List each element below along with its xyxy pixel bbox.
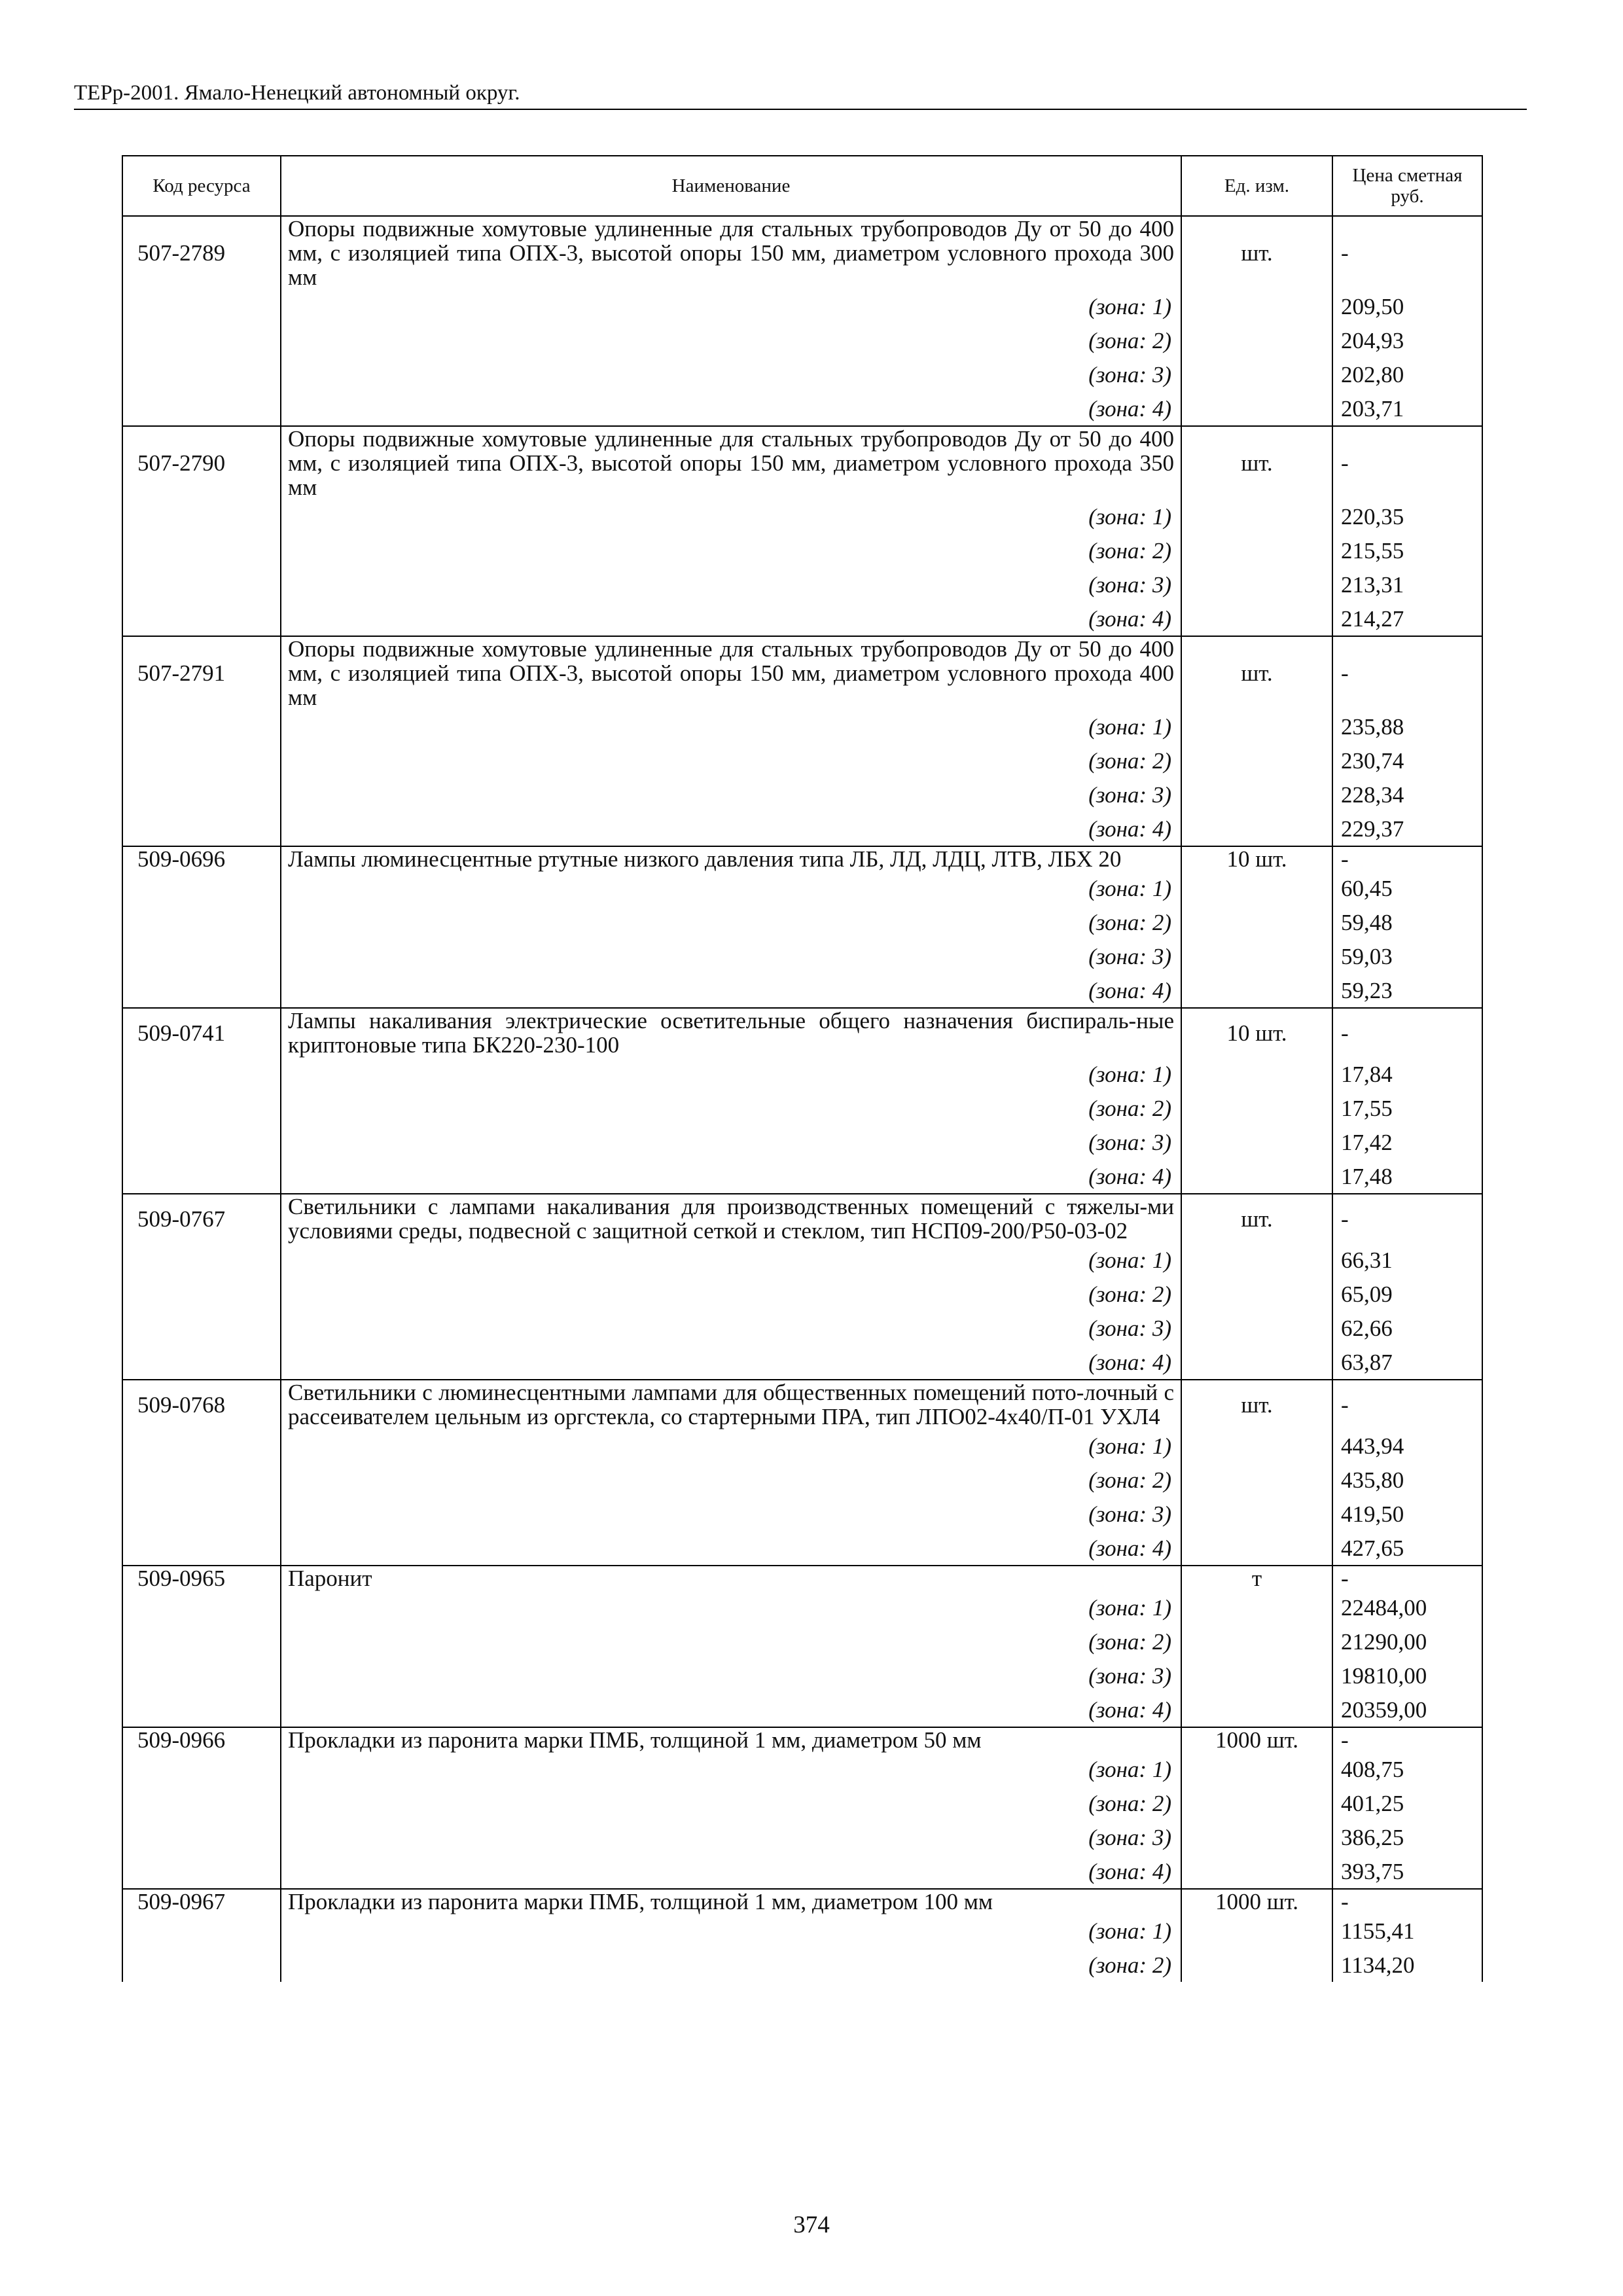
zone-price: 427,65 <box>1332 1531 1482 1566</box>
zone-label: (зона: 3) <box>281 1659 1181 1693</box>
zone-row <box>122 499 1482 533</box>
resource-name: Паронит <box>281 1566 1181 1590</box>
zone-price: 213,31 <box>1332 567 1482 601</box>
zone-label: (зона: 1) <box>281 499 1181 533</box>
zone-row <box>122 533 1482 567</box>
resource-price: - <box>1332 1008 1482 1057</box>
empty-cell <box>1181 391 1332 426</box>
resource-price: - <box>1332 216 1482 289</box>
empty-cell <box>122 1243 281 1277</box>
empty-cell <box>122 533 281 567</box>
resource-price-table <box>122 155 1483 1982</box>
table-row <box>122 1008 1482 1057</box>
empty-cell <box>1181 1159 1332 1194</box>
zone-row <box>122 1311 1482 1345</box>
resource-price: - <box>1332 426 1482 499</box>
empty-cell <box>122 709 281 744</box>
zone-row <box>122 1693 1482 1727</box>
empty-cell <box>1181 1277 1332 1311</box>
empty-cell <box>122 1057 281 1091</box>
empty-cell <box>122 1429 281 1463</box>
zone-label: (зона: 4) <box>281 1345 1181 1380</box>
empty-cell <box>1181 1948 1332 1982</box>
empty-cell <box>122 1752 281 1786</box>
zone-price: 443,94 <box>1332 1429 1482 1463</box>
zone-price: 203,71 <box>1332 391 1482 426</box>
zone-price: 1155,41 <box>1332 1914 1482 1948</box>
table-header-row <box>122 156 1482 216</box>
zone-row <box>122 1091 1482 1125</box>
resource-price: - <box>1332 846 1482 871</box>
zone-price: 401,25 <box>1332 1786 1482 1820</box>
table-row <box>122 1194 1482 1243</box>
resource-code: 507-2790 <box>122 426 281 499</box>
zone-label: (зона: 3) <box>281 1125 1181 1159</box>
zone-row <box>122 289 1482 323</box>
zone-price: 17,42 <box>1332 1125 1482 1159</box>
zone-row <box>122 812 1482 846</box>
empty-cell <box>1181 1429 1332 1463</box>
zone-label: (зона: 2) <box>281 744 1181 778</box>
zone-label: (зона: 1) <box>281 871 1181 905</box>
zone-price: 235,88 <box>1332 709 1482 744</box>
zone-label: (зона: 4) <box>281 601 1181 636</box>
zone-price: 202,80 <box>1332 357 1482 391</box>
zone-price: 435,80 <box>1332 1463 1482 1497</box>
zone-label: (зона: 1) <box>281 1057 1181 1091</box>
empty-cell <box>122 601 281 636</box>
resource-unit: шт. <box>1181 1194 1332 1243</box>
empty-cell <box>1181 1624 1332 1659</box>
zone-row <box>122 1854 1482 1889</box>
page-number: 374 <box>793 2212 830 2238</box>
zone-row <box>122 973 1482 1008</box>
empty-cell <box>1181 939 1332 973</box>
column-header-unit: Ед. изм. <box>1181 156 1332 216</box>
resource-name: Опоры подвижные хомутовые удлиненные для стальных трубопроводов Ду от 50 до 400 мм, с изоляцией типа ОПХ-3, высотой опоры 150 мм, диаметром условного прохода 300 мм <box>281 216 1181 289</box>
zone-price: 65,09 <box>1332 1277 1482 1311</box>
zone-price: 228,34 <box>1332 778 1482 812</box>
resource-name: Светильники с лампами накаливания для производственных помещений с тяжелы-ми условиями среды, подвесной с защитной сеткой и стеклом, тип НСП09-200/Р50-03-02 <box>281 1194 1181 1243</box>
empty-cell <box>1181 1057 1332 1091</box>
zone-label: (зона: 2) <box>281 323 1181 357</box>
table-row <box>122 216 1482 289</box>
zone-row <box>122 1820 1482 1854</box>
empty-cell <box>122 1311 281 1345</box>
table-row <box>122 1380 1482 1429</box>
resource-unit: шт. <box>1181 426 1332 499</box>
zone-price: 1134,20 <box>1332 1948 1482 1982</box>
empty-cell <box>122 973 281 1008</box>
zone-price: 229,37 <box>1332 812 1482 846</box>
zone-row <box>122 1277 1482 1311</box>
zone-price: 419,50 <box>1332 1497 1482 1531</box>
empty-cell <box>1181 1311 1332 1345</box>
resource-name: Лампы люминесцентные ртутные низкого давления типа ЛБ, ЛД, ЛДЦ, ЛТВ, ЛБХ 20 <box>281 846 1181 871</box>
empty-cell <box>1181 973 1332 1008</box>
empty-cell <box>122 1531 281 1566</box>
zone-label: (зона: 3) <box>281 778 1181 812</box>
table-row <box>122 1727 1482 1752</box>
resource-price: - <box>1332 1194 1482 1243</box>
zone-price: 20359,00 <box>1332 1693 1482 1727</box>
empty-cell <box>122 1914 281 1948</box>
empty-cell <box>122 1693 281 1727</box>
zone-row <box>122 1624 1482 1659</box>
zone-row <box>122 744 1482 778</box>
zone-price: 63,87 <box>1332 1345 1482 1380</box>
empty-cell <box>1181 289 1332 323</box>
empty-cell <box>122 939 281 973</box>
zone-row <box>122 1786 1482 1820</box>
empty-cell <box>122 1624 281 1659</box>
empty-cell <box>1181 357 1332 391</box>
resource-name: Прокладки из паронита марки ПМБ, толщиной 1 мм, диаметром 100 мм <box>281 1889 1181 1914</box>
zone-label: (зона: 3) <box>281 1820 1181 1854</box>
page-header: ТЕРр-2001. Ямало-Ненецкий автономный округ. <box>74 77 1527 110</box>
zone-price: 21290,00 <box>1332 1624 1482 1659</box>
zone-label: (зона: 4) <box>281 1854 1181 1889</box>
zone-label: (зона: 2) <box>281 1091 1181 1125</box>
resource-unit: 1000 шт. <box>1181 1727 1332 1752</box>
empty-cell <box>1181 323 1332 357</box>
zone-row <box>122 1243 1482 1277</box>
empty-cell <box>1181 778 1332 812</box>
zone-row <box>122 1159 1482 1194</box>
zone-row <box>122 1590 1482 1624</box>
empty-cell <box>122 1277 281 1311</box>
zone-label: (зона: 2) <box>281 1948 1181 1982</box>
empty-cell <box>1181 1752 1332 1786</box>
resource-unit: шт. <box>1181 636 1332 709</box>
zone-row <box>122 905 1482 939</box>
empty-cell <box>1181 1091 1332 1125</box>
zone-row <box>122 601 1482 636</box>
empty-cell <box>122 289 281 323</box>
resource-name: Прокладки из паронита марки ПМБ, толщиной 1 мм, диаметром 50 мм <box>281 1727 1181 1752</box>
empty-cell <box>122 1820 281 1854</box>
table-row <box>122 636 1482 709</box>
zone-label: (зона: 2) <box>281 1277 1181 1311</box>
empty-cell <box>1181 1914 1332 1948</box>
zone-price: 19810,00 <box>1332 1659 1482 1693</box>
empty-cell <box>122 1948 281 1982</box>
empty-cell <box>1181 1693 1332 1727</box>
column-header-name: Наименование <box>281 156 1181 216</box>
zone-label: (зона: 1) <box>281 1752 1181 1786</box>
resource-code: 509-0696 <box>122 846 281 871</box>
zone-price: 408,75 <box>1332 1752 1482 1786</box>
zone-label: (зона: 2) <box>281 1786 1181 1820</box>
resource-price: - <box>1332 636 1482 709</box>
resource-price: - <box>1332 1380 1482 1429</box>
zone-price: 59,23 <box>1332 973 1482 1008</box>
zone-price: 209,50 <box>1332 289 1482 323</box>
empty-cell <box>1181 744 1332 778</box>
empty-cell <box>122 1786 281 1820</box>
resource-code: 507-2791 <box>122 636 281 709</box>
zone-label: (зона: 3) <box>281 567 1181 601</box>
zone-label: (зона: 3) <box>281 1497 1181 1531</box>
empty-cell <box>122 1463 281 1497</box>
zone-label: (зона: 3) <box>281 1311 1181 1345</box>
empty-cell <box>122 499 281 533</box>
column-header-price: Цена сметная руб. <box>1332 156 1482 216</box>
empty-cell <box>122 357 281 391</box>
empty-cell <box>122 1659 281 1693</box>
zone-price: 59,48 <box>1332 905 1482 939</box>
empty-cell <box>122 744 281 778</box>
resource-unit: 10 шт. <box>1181 846 1332 871</box>
zone-price: 215,55 <box>1332 533 1482 567</box>
empty-cell <box>1181 1497 1332 1531</box>
zone-row <box>122 1659 1482 1693</box>
empty-cell <box>1181 1463 1332 1497</box>
zone-label: (зона: 3) <box>281 939 1181 973</box>
resource-code: 509-0967 <box>122 1889 281 1914</box>
zone-row <box>122 391 1482 426</box>
zone-price: 393,75 <box>1332 1854 1482 1889</box>
resource-unit: 10 шт. <box>1181 1008 1332 1057</box>
zone-row <box>122 1752 1482 1786</box>
zone-label: (зона: 4) <box>281 391 1181 426</box>
resource-price: - <box>1332 1566 1482 1590</box>
zone-price: 17,48 <box>1332 1159 1482 1194</box>
zone-label: (зона: 1) <box>281 1914 1181 1948</box>
empty-cell <box>1181 812 1332 846</box>
empty-cell <box>122 323 281 357</box>
zone-label: (зона: 2) <box>281 905 1181 939</box>
zone-label: (зона: 4) <box>281 1531 1181 1566</box>
zone-row <box>122 709 1482 744</box>
zone-row <box>122 871 1482 905</box>
empty-cell <box>1181 1590 1332 1624</box>
zone-row <box>122 1345 1482 1380</box>
empty-cell <box>1181 567 1332 601</box>
zone-label: (зона: 1) <box>281 1590 1181 1624</box>
empty-cell <box>122 1125 281 1159</box>
zone-price: 214,27 <box>1332 601 1482 636</box>
zone-label: (зона: 4) <box>281 812 1181 846</box>
resource-unit: т <box>1181 1566 1332 1590</box>
empty-cell <box>1181 905 1332 939</box>
resource-code: 509-0966 <box>122 1727 281 1752</box>
empty-cell <box>1181 1125 1332 1159</box>
zone-price: 230,74 <box>1332 744 1482 778</box>
zone-label: (зона: 1) <box>281 1429 1181 1463</box>
empty-cell <box>122 1590 281 1624</box>
resource-unit: шт. <box>1181 216 1332 289</box>
empty-cell <box>1181 709 1332 744</box>
resource-unit: шт. <box>1181 1380 1332 1429</box>
empty-cell <box>122 1091 281 1125</box>
zone-label: (зона: 4) <box>281 1159 1181 1194</box>
empty-cell <box>122 1497 281 1531</box>
zone-label: (зона: 3) <box>281 357 1181 391</box>
zone-row <box>122 323 1482 357</box>
resource-code: 509-0768 <box>122 1380 281 1429</box>
zone-label: (зона: 4) <box>281 1693 1181 1727</box>
zone-row <box>122 1948 1482 1982</box>
zone-price: 17,55 <box>1332 1091 1482 1125</box>
empty-cell <box>122 812 281 846</box>
empty-cell <box>122 871 281 905</box>
empty-cell <box>122 1854 281 1889</box>
zone-row <box>122 1429 1482 1463</box>
empty-cell <box>122 1345 281 1380</box>
resource-code: 509-0767 <box>122 1194 281 1243</box>
zone-price: 386,25 <box>1332 1820 1482 1854</box>
zone-row <box>122 567 1482 601</box>
column-header-code: Код ресурса <box>122 156 281 216</box>
zone-label: (зона: 2) <box>281 533 1181 567</box>
zone-row <box>122 1057 1482 1091</box>
empty-cell <box>122 391 281 426</box>
empty-cell <box>1181 533 1332 567</box>
empty-cell <box>1181 499 1332 533</box>
zone-label: (зона: 1) <box>281 289 1181 323</box>
zone-row <box>122 1497 1482 1531</box>
zone-price: 59,03 <box>1332 939 1482 973</box>
zone-label: (зона: 2) <box>281 1624 1181 1659</box>
zone-price: 220,35 <box>1332 499 1482 533</box>
resource-price: - <box>1332 1727 1482 1752</box>
zone-row <box>122 778 1482 812</box>
empty-cell <box>122 905 281 939</box>
zone-row <box>122 357 1482 391</box>
zone-price: 66,31 <box>1332 1243 1482 1277</box>
zone-price: 17,84 <box>1332 1057 1482 1091</box>
zone-label: (зона: 1) <box>281 1243 1181 1277</box>
table-row <box>122 1566 1482 1590</box>
empty-cell <box>122 567 281 601</box>
resource-name: Лампы накаливания электрические осветительные общего назначения биспираль-ные криптоновые типа БК220-230-100 <box>281 1008 1181 1057</box>
zone-price: 22484,00 <box>1332 1590 1482 1624</box>
empty-cell <box>1181 1786 1332 1820</box>
empty-cell <box>1181 1531 1332 1566</box>
table-row <box>122 426 1482 499</box>
resource-name: Светильники с люминесцентными лампами для общественных помещений пото-лочный с рассеивателем цельным из оргстекла, со стартерными ПРА, тип ЛПО02-4х40/П-01 УХЛ4 <box>281 1380 1181 1429</box>
resource-code: 509-0741 <box>122 1008 281 1057</box>
zone-label: (зона: 4) <box>281 973 1181 1008</box>
empty-cell <box>122 778 281 812</box>
empty-cell <box>1181 601 1332 636</box>
zone-label: (зона: 2) <box>281 1463 1181 1497</box>
table-row <box>122 846 1482 871</box>
empty-cell <box>1181 1854 1332 1889</box>
zone-price: 62,66 <box>1332 1311 1482 1345</box>
zone-row <box>122 1531 1482 1566</box>
resource-price: - <box>1332 1889 1482 1914</box>
empty-cell <box>1181 1243 1332 1277</box>
empty-cell <box>1181 871 1332 905</box>
table-row <box>122 1889 1482 1914</box>
empty-cell <box>1181 1345 1332 1380</box>
zone-row <box>122 939 1482 973</box>
empty-cell <box>122 1159 281 1194</box>
table-body <box>122 216 1482 1982</box>
resource-code: 507-2789 <box>122 216 281 289</box>
zone-label: (зона: 1) <box>281 709 1181 744</box>
zone-row <box>122 1463 1482 1497</box>
resource-unit: 1000 шт. <box>1181 1889 1332 1914</box>
zone-row <box>122 1125 1482 1159</box>
zone-row <box>122 1914 1482 1948</box>
empty-cell <box>1181 1659 1332 1693</box>
resource-code: 509-0965 <box>122 1566 281 1590</box>
zone-price: 60,45 <box>1332 871 1482 905</box>
zone-price: 204,93 <box>1332 323 1482 357</box>
resource-name: Опоры подвижные хомутовые удлиненные для стальных трубопроводов Ду от 50 до 400 мм, с изоляцией типа ОПХ-3, высотой опоры 150 мм, диаметром условного прохода 400 мм <box>281 636 1181 709</box>
resource-name: Опоры подвижные хомутовые удлиненные для стальных трубопроводов Ду от 50 до 400 мм, с изоляцией типа ОПХ-3, высотой опоры 150 мм, диаметром условного прохода 350 мм <box>281 426 1181 499</box>
empty-cell <box>1181 1820 1332 1854</box>
